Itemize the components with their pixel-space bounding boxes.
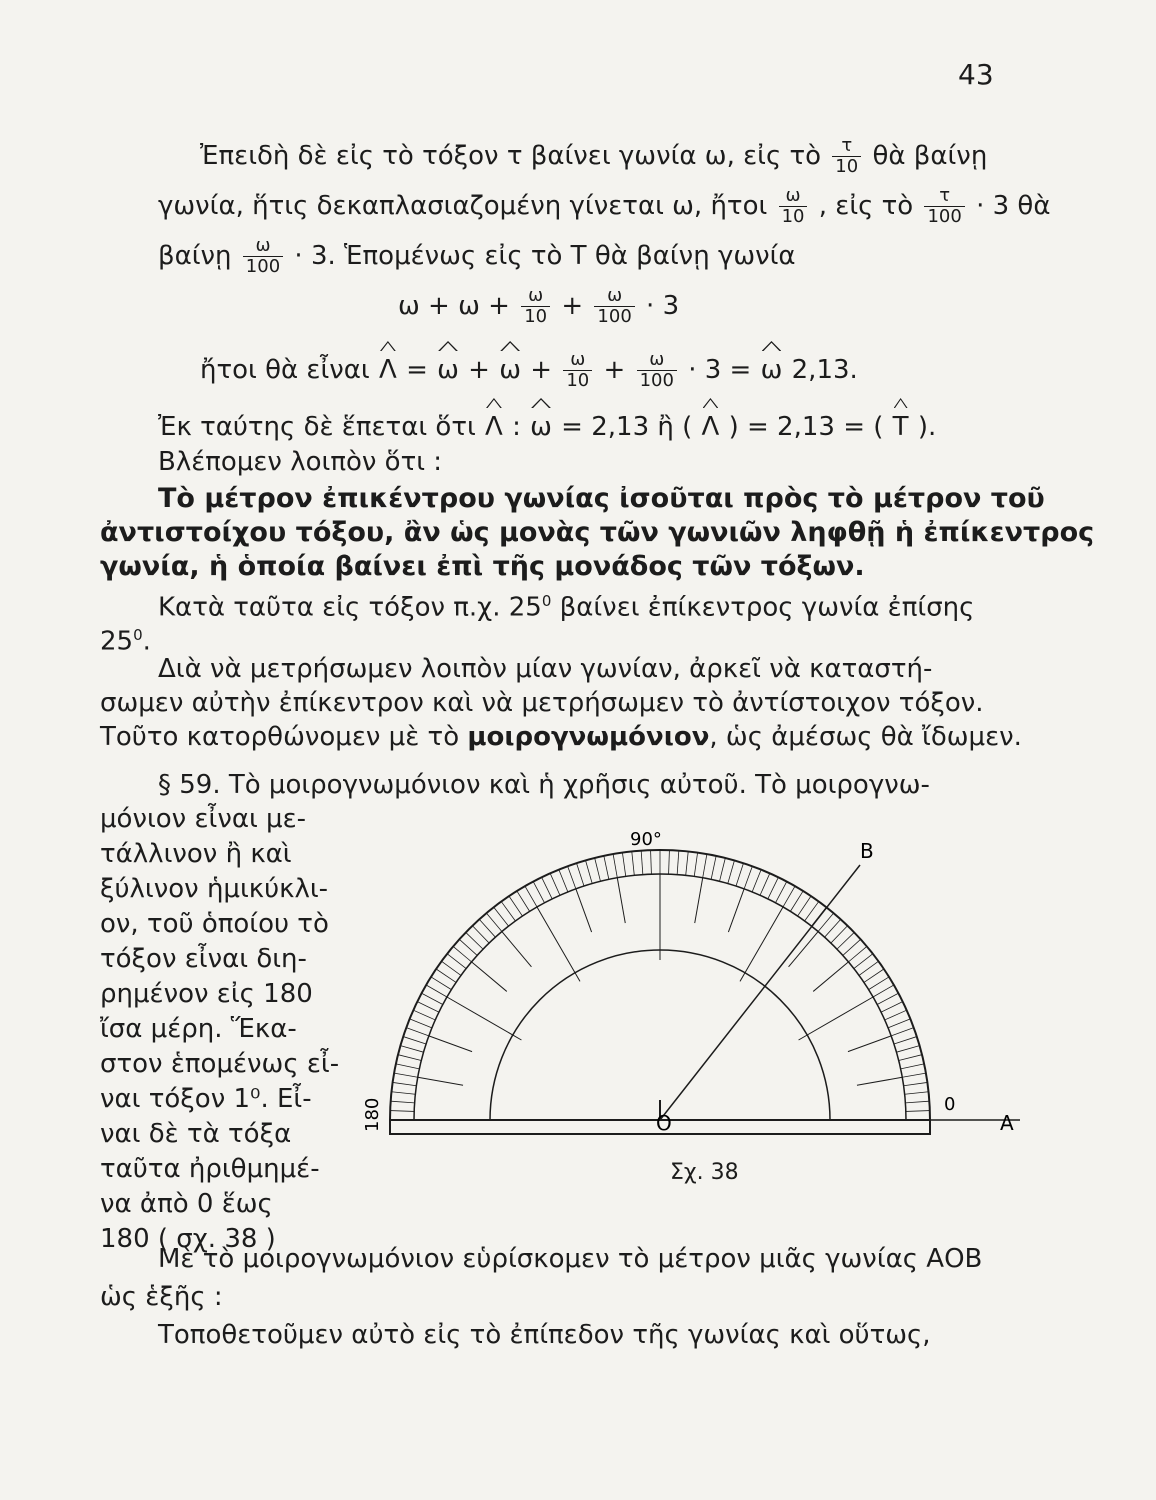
figure-caption: Σχ. 38 — [670, 1160, 739, 1185]
fine-tick — [837, 932, 854, 949]
fraction: $\frac{\omega}{10}$ — [779, 186, 808, 227]
fine-tick — [869, 977, 889, 990]
section-heading: § 59. Τὸ μοιρογνωμόνιον καὶ ἡ χρῆσις αὐτοῦ. Τὸ μοιρογνω- — [158, 770, 930, 800]
fine-tick — [641, 851, 643, 875]
major-tick — [418, 1077, 463, 1085]
fine-tick — [711, 856, 716, 879]
fine-tick — [442, 961, 461, 975]
fine-tick — [805, 902, 819, 921]
angle-symbol: Λ — [379, 355, 397, 385]
fraction: $\frac{\omega}{100}$ — [594, 286, 634, 327]
fine-tick — [873, 985, 894, 997]
fine-tick — [651, 850, 652, 874]
major-tick — [813, 962, 848, 992]
major-tick — [857, 1077, 902, 1085]
narrow-line: ναι τόξον 1⁰. Εἶ- — [100, 1084, 312, 1114]
rule-line-2: ἀντιστοίχου τόξου, ἂν ὡς μονὰς τῶν γωνιῶν ληφθῇ ἡ ἐπίκεντρος — [100, 517, 1095, 548]
fine-tick — [848, 946, 866, 961]
fine-tick — [669, 850, 670, 874]
fine-tick — [864, 969, 884, 982]
fine-tick — [894, 1037, 917, 1044]
label-b: Β — [860, 839, 874, 863]
fine-tick — [501, 902, 515, 921]
fraction: $\frac{\omega}{100}$ — [243, 236, 283, 277]
angle-symbol: ω — [530, 412, 552, 442]
fine-tick — [775, 882, 786, 903]
fine-tick — [577, 863, 584, 886]
major-tick — [799, 997, 873, 1040]
fine-tick — [885, 1010, 907, 1020]
fraction: $\frac{\tau}{10}$ — [832, 136, 861, 177]
text-line-6: Ἐκ ταύτης δὲ ἕπεται ὅτι Λ : ω = 2,13 ἢ ( Λ ) = 2,13 = ( Τ ). — [158, 412, 937, 442]
narrow-line: ναι δὲ τὰ τόξα — [100, 1119, 292, 1149]
after-line-3: Τοποθετοῦμεν αὐτὸ εἰς τὸ ἐπίπεδον τῆς γωνίας καὶ οὕτως, — [158, 1320, 931, 1350]
fine-tick — [905, 1101, 929, 1103]
fine-tick — [393, 1082, 417, 1085]
fraction: $\frac{\omega}{10}$ — [563, 350, 592, 391]
fraction: $\frac{\omega}{100}$ — [637, 350, 677, 391]
fine-tick — [888, 1019, 910, 1028]
formula-line: ω + ω + $\frac{\omega}{10}$ + $\frac{\omega}{100}$ · 3 — [398, 285, 680, 327]
major-tick — [848, 1036, 891, 1052]
fine-tick — [904, 1082, 928, 1085]
major-tick — [695, 878, 703, 923]
narrow-line: ξύλινον ἡμικύκλι- — [100, 874, 329, 904]
fine-tick — [632, 851, 635, 875]
ray-ob — [660, 865, 860, 1120]
fine-tick — [400, 1046, 423, 1053]
major-tick — [537, 907, 580, 981]
angle-symbol: Λ — [701, 412, 720, 442]
fine-tick — [406, 1028, 429, 1036]
fine-tick — [396, 1064, 419, 1069]
fine-tick — [760, 873, 770, 895]
fine-tick — [568, 866, 576, 889]
major-tick — [447, 997, 521, 1040]
fine-tick — [559, 870, 568, 892]
paragraph-line-2: σωμεν αὐτὴν ἐπίκεντρον καὶ νὰ μετρήσωμεν τὸ ἀντίστοιχον τόξον. — [100, 688, 984, 718]
fine-tick — [417, 1002, 439, 1013]
fine-tick — [899, 1055, 922, 1061]
label-o: Ο — [656, 1111, 672, 1135]
paragraph-line-3: Τοῦτο κατορθώνομεν μὲ τὸ μοιρογνωμόνιον, ὡς ἀμέσως θὰ ἴδωμεν. — [100, 722, 1022, 752]
fine-tick — [891, 1028, 914, 1036]
fine-tick — [825, 919, 841, 937]
fine-tick — [509, 896, 522, 916]
fine-tick — [622, 853, 625, 877]
major-tick — [576, 889, 592, 932]
fine-tick — [459, 939, 477, 955]
fine-tick — [586, 860, 593, 883]
fraction: $\frac{\omega}{10}$ — [521, 286, 550, 327]
example-line-1: Κατὰ ταῦτα εἰς τόξον π.χ. $25^0$ βαίνει ἐπίκεντρος γωνία ἐπίσης — [158, 592, 975, 623]
narrow-line: μόνιον εἶναι με- — [100, 804, 307, 834]
fine-tick — [398, 1055, 421, 1061]
fine-tick — [677, 851, 679, 875]
fine-tick — [854, 954, 873, 969]
fine-tick — [431, 977, 451, 990]
narrow-line: τάλλινον ἢ καὶ — [100, 839, 292, 869]
fine-tick — [391, 1092, 415, 1095]
fine-tick — [391, 1101, 415, 1103]
major-tick — [472, 962, 507, 992]
fine-tick — [694, 853, 697, 877]
fine-tick — [728, 860, 735, 883]
page-number: 43 — [958, 58, 994, 91]
fine-tick — [453, 946, 471, 961]
fine-tick — [906, 1111, 930, 1112]
angle-symbol: ω — [437, 355, 459, 385]
label-0: 0 — [944, 1094, 956, 1115]
fine-tick — [768, 877, 779, 899]
angle-symbol: Τ — [892, 412, 909, 442]
fine-tick — [422, 993, 443, 1004]
fine-tick — [798, 896, 811, 916]
major-tick — [728, 889, 744, 932]
fine-tick — [486, 913, 501, 931]
narrow-line: ταῦτα ἠριθμημέ- — [100, 1154, 320, 1184]
fine-tick — [466, 932, 483, 949]
fine-tick — [542, 877, 553, 899]
fine-tick — [905, 1092, 929, 1095]
rule-line-1: Τὸ μέτρον ἐπικέντρου γωνίας ἰσοῦται πρὸς τὸ μέτρον τοῦ — [158, 483, 1045, 514]
fine-tick — [436, 969, 456, 982]
fine-tick — [479, 919, 495, 937]
angle-symbol: ω — [499, 355, 522, 385]
fine-tick — [896, 1046, 919, 1053]
fraction: $\frac{\tau}{100}$ — [924, 186, 964, 227]
inner-arc — [490, 950, 830, 1120]
paragraph-line-1: Διὰ νὰ μετρήσωμεν λοιπὸν μίαν γωνίαν, ἀρκεῖ νὰ καταστή- — [158, 654, 933, 684]
fine-tick — [413, 1010, 435, 1020]
fine-tick — [790, 891, 803, 911]
protractor-figure — [360, 820, 1040, 1200]
formula-line-result: ἤτοι θὰ εἶναι Λ = ω + ω + $\frac{\omega}{10}$ + $\frac{\omega}{100}$ · 3 = ω 2,13. — [200, 349, 858, 391]
fine-tick — [604, 856, 609, 879]
fine-tick — [595, 858, 601, 881]
fine-tick — [843, 939, 861, 955]
fine-tick — [390, 1111, 414, 1112]
label-90: 90° — [630, 829, 662, 850]
fine-tick — [744, 866, 752, 889]
protractor-drawing — [390, 850, 1020, 1134]
narrow-line: ρημένον εἰς 180 — [100, 979, 313, 1009]
fine-tick — [517, 891, 530, 911]
major-tick — [502, 932, 532, 967]
fine-tick — [859, 961, 878, 975]
after-line-2: ὡς ἑξῆς : — [100, 1282, 223, 1312]
narrow-line: τόξον εἶναι διη- — [100, 944, 307, 974]
narrow-line: να ἀπὸ 0 ἕως — [100, 1189, 273, 1219]
fine-tick — [525, 886, 537, 907]
narrow-line: ον, τοῦ ὁποίου τὸ — [100, 909, 329, 939]
fine-tick — [550, 873, 560, 895]
fine-tick — [613, 854, 617, 878]
text-line-2: γωνία, ἥτις δεκαπλασιαζομένη γίνεται ω, ἤτοι $\frac{\omega}{10}$ , εἰς τὸ $\frac{\tau}{100}$ · 3 θὰ — [158, 185, 1051, 227]
rule-line-3: γωνία, ἡ ὁποία βαίνει ἐπὶ τῆς μονάδος τῶν τόξων. — [100, 551, 865, 582]
fine-tick — [494, 907, 509, 926]
fine-tick — [703, 854, 707, 878]
example-line-2: $25^0$. — [100, 626, 151, 657]
fine-tick — [533, 882, 544, 903]
fine-tick — [902, 1073, 926, 1077]
narrow-line: στον ἑπομένως εἶ- — [100, 1049, 340, 1079]
fine-tick — [877, 993, 898, 1004]
major-tick — [617, 878, 625, 923]
narrow-line: 180 ( σχ. 38 ) — [100, 1224, 276, 1254]
text-line-1: Ἐπειδὴ δὲ εἰς τὸ τόξον τ βαίνει γωνία ω, εἰς τὸ $\frac{\tau}{10}$ θὰ βαίνῃ — [200, 135, 988, 177]
fine-tick — [881, 1002, 903, 1013]
after-line-1: Μὲ τὸ μοιρογνωμόνιον εὑρίσκομεν τὸ μέτρον μιᾶς γωνίας ΑΟΒ — [158, 1244, 983, 1274]
text-line-7: Βλέπομεν λοιπὸν ὅτι : — [158, 447, 443, 477]
fine-tick — [686, 851, 689, 875]
text-line-3: βαίνῃ $\frac{\omega}{100}$ · 3. Ἑπομένως εἰς τὸ Τ θὰ βαίνῃ γωνία — [158, 235, 796, 277]
fine-tick — [426, 985, 447, 997]
fine-tick — [752, 870, 761, 892]
fine-tick — [410, 1019, 432, 1028]
fine-tick — [403, 1037, 426, 1044]
fine-tick — [783, 886, 795, 907]
angle-symbol: ω — [760, 355, 783, 385]
fine-tick — [736, 863, 743, 886]
label-180: 180 — [362, 1097, 383, 1132]
fine-tick — [472, 926, 489, 943]
fine-tick — [901, 1064, 924, 1069]
fine-tick — [394, 1073, 418, 1077]
major-tick — [429, 1036, 472, 1052]
fine-tick — [447, 954, 466, 969]
fine-tick — [831, 926, 848, 943]
fine-tick — [720, 858, 726, 881]
narrow-line: ἴσα μέρη. Ἕκα- — [100, 1014, 297, 1044]
label-a: Α — [1000, 1111, 1014, 1135]
angle-symbol: Λ — [485, 412, 503, 442]
